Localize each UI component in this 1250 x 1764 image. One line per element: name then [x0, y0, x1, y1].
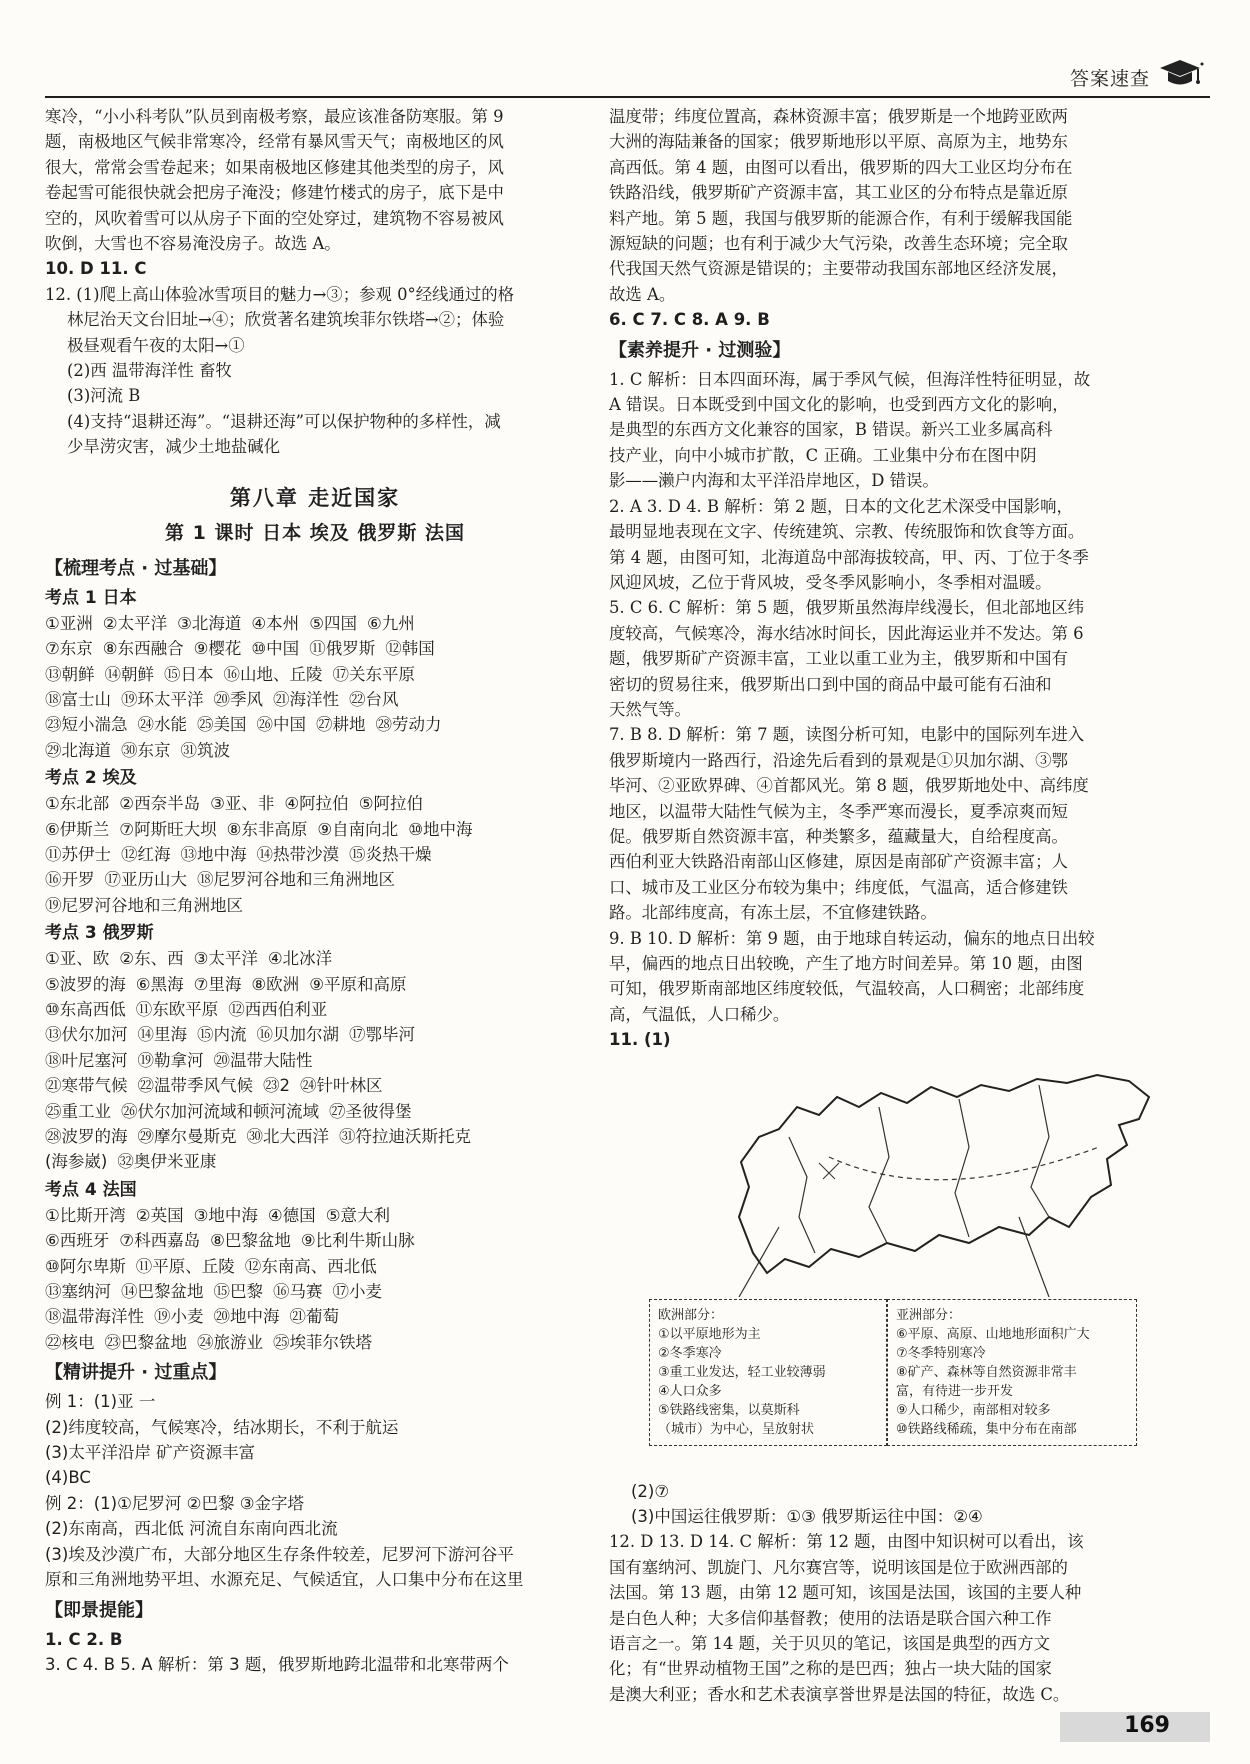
text-line: 路。北部纬度高，有冻土层，不宜修建铁路。: [609, 903, 937, 923]
answer-row: [45, 1330, 585, 1355]
answer-item: ⑧东非高原: [226, 819, 308, 839]
text-line: 12. D 13. D 14. C 解析：第 12 题，由图中知识树可以看出，该: [609, 1532, 1084, 1552]
answer-item: ⑤阿拉伯: [358, 794, 423, 814]
answer-item: ⑲尼罗河谷地和三角洲地区: [45, 895, 243, 915]
answer-item: ⑱富士山: [45, 689, 111, 709]
text-line: 9. B 10. D 解析：第 9 题，由于地球自转运动，偏东的地点日出较: [609, 928, 1095, 948]
answer-item: ⑰亚历山大: [104, 870, 187, 890]
text-line: 很大，常常会雪卷起来；如果南极地区修建其他类型的房子，风: [45, 157, 504, 177]
answer-item: ⑳季风: [213, 689, 263, 709]
russia-map-figure: [609, 1059, 1209, 1479]
text-line: 极昼观看午夜的太阳→①: [67, 335, 245, 355]
answer-item: ㉓巴黎盆地: [104, 1332, 187, 1352]
answer-row: [45, 842, 585, 867]
text-line: 5. C 6. C 解析：第 5 题，俄罗斯虽然海岸线漫长，但北部地区纬: [609, 598, 1085, 618]
box-line: 亚洲部分：: [896, 1307, 962, 1323]
answer-item: ⑩中国: [251, 639, 300, 659]
text-line: (2)纬度较高，气候寒冷，结冰期长，不利于航运: [45, 1417, 399, 1437]
answer-item: ⑱温带海洋性: [45, 1307, 144, 1327]
answer-item: ⑮内流: [197, 1025, 247, 1045]
answer-item: ⑫西西伯利亚: [228, 999, 328, 1019]
box-line: ④人口众多: [658, 1383, 722, 1399]
example-2: [45, 1491, 585, 1593]
section-heading-practice: 【即景提能】: [45, 1599, 153, 1621]
answer-r9-10: [609, 926, 1209, 1028]
box-line: ⑧矿产、森林等自然资源非常丰: [896, 1364, 1077, 1380]
box-line: （城市）为中心，呈放射状: [658, 1421, 815, 1437]
answer-item: ㉛符拉迪沃斯托克: [339, 1127, 471, 1146]
answer-item: ⑮巴黎: [213, 1282, 263, 1302]
asia-part-box: [887, 1299, 1137, 1446]
answer-11-3: (3)中国运往俄罗斯：①③ 俄罗斯运往中国：②④: [631, 1507, 983, 1527]
text-line: 7. B 8. D 解析：第 7 题，读图分析可知，电影中的国际列车进入: [609, 725, 1085, 745]
answer-item: ⑤波罗的海: [45, 974, 126, 994]
topic-4-answers: [45, 1203, 585, 1355]
answer-row: [45, 1149, 585, 1174]
answer-item: ⑥西班牙: [45, 1231, 110, 1251]
answer-item: ⑬伏尔加河: [45, 1025, 128, 1045]
text-line: 是白色人种；大多信仰基督教；使用的法语是联合国六种工作: [609, 1608, 1052, 1628]
text-line: 可知，俄罗斯南部地区纬度较低，气温较高，人口稠密；北部纬度: [609, 979, 1085, 999]
answer-item: ③亚、非: [210, 794, 275, 814]
answer-row: [45, 1048, 585, 1073]
answer-row: [45, 817, 585, 842]
answer-item: ㉓短小湍急: [45, 715, 128, 735]
answer-row: [45, 1124, 585, 1149]
answer-item: ㉚北大西洋: [246, 1127, 329, 1146]
answer-item: ⑧欧洲: [251, 974, 300, 994]
answer-item: ⑦阿斯旺大坝: [119, 819, 217, 839]
answer-row: [45, 611, 585, 636]
graduation-cap-icon: [1158, 56, 1204, 92]
answer-item: ㉜奥伊米亚康: [117, 1152, 217, 1172]
answer-item: ⑤四国: [309, 613, 357, 633]
answer-item: ⑧巴黎盆地: [210, 1231, 291, 1251]
answer-row: [45, 893, 585, 918]
section-heading-key-points: 【精讲提升 · 过重点】: [45, 1362, 227, 1384]
answer-item: ㉒温带季风气候: [137, 1076, 253, 1096]
answer-row: [45, 997, 585, 1022]
answer-item: ⑥九州: [366, 613, 415, 633]
answer-item: ⑬朝鲜: [45, 664, 95, 684]
text-line: (3)太平洋沿岸 矿产资源丰富: [45, 1443, 256, 1463]
text-line: 语言之一。第 14 题，关于贝贝的笔记，该国是典型的西方文: [609, 1634, 1051, 1654]
text-line: 影——濑户内海和太平洋沿岸地区，D 错误。: [609, 471, 939, 491]
answer-row: [45, 946, 585, 971]
answers-6-9: 6. C 7. C 8. A 9. B: [609, 310, 770, 330]
answer-item: ⑯山地、丘陵: [223, 664, 323, 684]
example-1: [45, 1389, 585, 1491]
right-column: [609, 104, 1209, 1707]
answer-item: ③地中海: [193, 1205, 258, 1225]
topic-1-title: 考点 1 日本: [45, 587, 137, 608]
text-line: 源短缺的问题；也有利于减少大气污染，改善生态环境；完全取: [609, 234, 1068, 254]
text-line: (4)BC: [45, 1468, 91, 1488]
answers-3-5: 3. C 4. B 5. A 解析：第 3 题，俄罗斯地跨北温带和北寒带两个: [45, 1654, 509, 1674]
text-line: 1. C 解析：日本四面环海，属于季风气候，但海洋性特征明显，故: [609, 369, 1091, 389]
answer-r12-14: [609, 1529, 1209, 1707]
answer-item: ②东、西: [119, 949, 184, 969]
text-line: 原和三角洲地势平坦、水源充足、气候适宜，人口集中分布在这里: [45, 1570, 524, 1590]
answer-item: ⑩阿尔卑斯: [45, 1256, 126, 1276]
box-line: ③重工业发达，轻工业较薄弱: [658, 1364, 826, 1380]
intro-answer: [45, 104, 585, 256]
left-column: [45, 104, 585, 1677]
answer-row: [45, 791, 585, 816]
answer-row: [45, 1228, 585, 1253]
text-line: (4)支持“退耕还海”。“退耕还海”可以保护物种的多样性，减: [67, 411, 501, 431]
answer-item: ㉑葡萄: [289, 1307, 339, 1327]
answer-item: ⑨平原和高原: [309, 974, 407, 994]
text-line: 法国。第 13 题，由第 12 题可知，该国是法国，该国的主要人种: [609, 1583, 1082, 1603]
text-line: (3)河流 B: [67, 386, 141, 406]
answer-item: ③太平洋: [193, 949, 258, 969]
answer-r1: [609, 367, 1209, 494]
answer-item: ㉘劳动力: [375, 715, 442, 735]
text-line: 风迎风坡，乙位于背风坡，受冬季风影响小，冬季相对温暖。: [609, 572, 1052, 592]
answer-item: ④本州: [251, 613, 300, 633]
answer-item: ③北海道: [177, 613, 242, 633]
answer-r5-6: [609, 595, 1209, 722]
answer-item: ㉛筑波: [180, 740, 230, 760]
answer-item: ⑩地中海: [408, 819, 473, 839]
answer-item: ⑭朝鲜: [104, 664, 154, 684]
text-line: 空的，风吹着雪可以从房子下面的空处穿过，建筑物不容易被风: [45, 208, 504, 228]
answer-item: ㉓2: [263, 1076, 290, 1096]
text-line: 促。俄罗斯自然资源丰富，种类繁多，蕴藏量大，自给程度高。: [609, 826, 1068, 846]
text-line: 12. (1)爬上高山体验冰雪项目的魅力→③；参观 0°经线通过的格: [45, 284, 515, 304]
text-line: 国有塞纳河、凯旋门、凡尔赛宫等，说明该国是位于欧洲西部的: [609, 1557, 1068, 1577]
answer-item: ①东北部: [45, 794, 110, 814]
box-line: ⑨人口稀少，南部相对较多: [896, 1402, 1051, 1418]
answer-item: ⑫东南高、西北低: [244, 1256, 377, 1276]
text-line: 高西低。第 4 题，由图可以看出，俄罗斯的四大工业区均分布在: [609, 157, 1073, 177]
answer-row: [45, 712, 585, 737]
answer-item: ②英国: [135, 1205, 184, 1225]
answer-item: ⑬塞纳河: [45, 1282, 111, 1302]
answer-item: ㉒台风: [349, 689, 399, 709]
text-line: 寒冷，“小小科考队”队员到南极考察，最应该准备防寒服。第 9: [45, 107, 504, 126]
answer-item: ⑦东京: [45, 639, 93, 659]
text-line: 第 4 题，由图可知，北海道岛中部海拔较高，甲、丙、丁位于冬季: [609, 547, 1089, 567]
answer-item: ㉑寒带气候: [45, 1076, 128, 1096]
answer-item: ⑤意大利: [325, 1205, 390, 1225]
answer-item: ㉖伏尔加河流域和顿河流域: [121, 1101, 319, 1121]
section-heading-test: 【素养提升 · 过测验】: [609, 339, 791, 361]
answer-item: ㉕美国: [197, 715, 247, 735]
answer-12: [45, 282, 585, 460]
answer-item: ⑳温带大陆性: [213, 1050, 313, 1070]
answer-item: ⑰小麦: [332, 1282, 382, 1302]
text-line: (2)东南高，西北低 河流自东南向西北流: [45, 1519, 338, 1539]
answer-item: ㉔针叶林区: [300, 1076, 383, 1096]
answer-11-2: (2)⑦: [631, 1481, 670, 1501]
topic-3-title: 考点 3 俄罗斯: [45, 923, 154, 944]
text-line: 故选 A。: [609, 284, 676, 304]
text-line: 口、城市及工业区分布较为集中；纬度低，气温高，适合修建铁: [609, 877, 1068, 897]
answer-item: ⑳地中海: [213, 1307, 280, 1327]
text-line: 密切的贸易往来，俄罗斯出口到中国的商品中最可能有石油和: [609, 674, 1052, 694]
answer-item: ㉘波罗的海: [45, 1127, 128, 1146]
topic-3-answers: [45, 946, 585, 1175]
answer-row: [45, 1203, 585, 1228]
russia-outline-map: [719, 1067, 1159, 1297]
answer-item: ⑲小麦: [154, 1307, 204, 1327]
answer-item: ⑦里海: [193, 974, 242, 994]
answer-r2-4: [609, 494, 1209, 596]
answer-row: [45, 1304, 585, 1329]
answer-item: ④德国: [267, 1205, 316, 1225]
answer-11-label: 11. (1): [609, 1030, 671, 1050]
answer-item: ⑮炎热干燥: [349, 844, 432, 864]
answer-item: ④北冰洋: [267, 949, 333, 969]
text-line: 度较高，气候寒冷，海水结冰时间长，因此海运业并不发达。第 6: [609, 623, 1084, 643]
text-line: 少旱涝灾害，减少土地盐碱化: [67, 437, 281, 457]
answer-item: ㉕埃菲尔铁塔: [273, 1332, 372, 1352]
text-line: 西伯利亚大铁路沿南部山区修建，原因是南部矿产资源丰富；人: [609, 852, 1068, 872]
answer-item: ①比斯开湾: [45, 1205, 126, 1225]
answer-item: ⑨自南向北: [317, 819, 399, 839]
answer-item: ⑨比利牛斯山脉: [300, 1231, 415, 1251]
answer-item: ⑭里海: [137, 1025, 187, 1045]
answer-item: ㉖中国: [256, 715, 306, 735]
answer-item: ⑪苏伊士: [45, 844, 111, 864]
answer-item: ⑥伊斯兰: [45, 819, 110, 839]
box-line: 富，有待进一步开发: [896, 1383, 1014, 1399]
text-line: 最明显地表现在文字、传统建筑、宗教、传统服饰和饮食等方面。: [609, 522, 1085, 542]
answer-item: ⑦科西嘉岛: [119, 1231, 201, 1251]
answer-item: ⑮日本: [164, 664, 214, 684]
topic-4-title: 考点 4 法国: [45, 1179, 137, 1200]
answer-item: ②太平洋: [102, 613, 168, 633]
page-number: 169: [1124, 1713, 1170, 1738]
text-line: 林尼治天文台旧址→④；欣赏著名建筑埃菲尔铁塔→②；体验: [67, 310, 505, 330]
answer-item: ⑲勒拿河: [137, 1050, 204, 1070]
answer-item: ⑰鄂毕河: [349, 1025, 415, 1045]
europe-part-box: [649, 1299, 887, 1446]
lesson-title: 第 1 课时 日本 埃及 俄罗斯 法国: [165, 521, 465, 544]
text-line: 早，偏西的地点日出较晚，产生了地方时间差异。第 10 题，由图: [609, 954, 1083, 973]
text-line: 高，气温低，人口稀少。: [609, 1004, 790, 1024]
text-line: 天然气等。: [609, 699, 691, 719]
answer-item: ㉒核电: [45, 1332, 95, 1352]
answer-item: ㉗耕地: [316, 715, 366, 735]
answer-row: [45, 1279, 585, 1304]
answer-item: ⑫红海: [121, 844, 171, 864]
text-line: 俄罗斯境内一路西行，沿途先后看到的景观是①贝加尔湖、③鄂: [609, 750, 1068, 770]
text-line: 地区，以温带大陆性气候为主，冬季严寒而漫长，夏季凉爽而短: [609, 801, 1068, 821]
answer-item: ①亚、欧: [45, 949, 110, 969]
box-line: ②冬季寒冷: [658, 1345, 722, 1361]
answer-item: ⑥黑海: [135, 974, 184, 994]
answer-item: ②西奈半岛: [119, 794, 201, 814]
answer-item: ㉙北海道: [45, 740, 111, 760]
answer-item: ⑪平原、丘陵: [135, 1256, 235, 1276]
text-line: 卷起雪可能很快就会把房子淹没；修建竹楼式的房子，底下是中: [45, 183, 504, 203]
text-line: 是澳大利亚；香水和艺术表演享誉世界是法国的特征，故选 C。: [609, 1684, 1070, 1704]
answer-3-5-continued: [609, 104, 1209, 307]
answer-row: [45, 636, 585, 661]
answer-item: ⑱叶尼塞河: [45, 1050, 128, 1070]
text-line: (3)埃及沙漠广布，大部分地区生存条件较差，尼罗河下游河谷平: [45, 1544, 514, 1564]
text-line: 吹倒，大雪也不容易淹没房子。故选 A。: [45, 234, 341, 254]
answer-item: ㉑海洋性: [273, 689, 339, 709]
answer-item: (海参崴): [45, 1152, 108, 1172]
box-line: ⑤铁路线密集，以莫斯科: [658, 1402, 800, 1418]
answer-item: ⑩东高西低: [45, 999, 126, 1019]
answer-row: [45, 1073, 585, 1098]
answer-item: ⑪东欧平原: [135, 999, 219, 1019]
answer-item: ㉕重工业: [45, 1101, 111, 1121]
text-line: 例 2：(1)①尼罗河 ②巴黎 ③金字塔: [45, 1493, 304, 1513]
text-line: 题，南极地区气候非常寒冷，经常有暴风雪天气；南极地区的风: [45, 132, 504, 152]
answer-row: [45, 867, 585, 892]
box-line: ⑦冬季特别寒冷: [896, 1345, 986, 1361]
answer-item: ⑲环太平洋: [121, 689, 204, 709]
answer-item: ㉔水能: [137, 715, 187, 735]
answers-10-11: 10. D 11. C: [45, 259, 147, 279]
text-line: 代我国天然气资源是错误的；主要带动我国东部地区经济发展，: [609, 259, 1068, 279]
answer-row: [45, 738, 585, 763]
text-line: 是典型的东西方文化兼容的国家，B 错误。新兴工业多属高科: [609, 420, 1053, 440]
box-line: ①以平原地形为主: [658, 1326, 761, 1342]
answer-item: ⑰关东平原: [332, 664, 415, 684]
answer-item: ⑯马赛: [273, 1282, 323, 1302]
text-line: 例 1：(1)亚 一: [45, 1392, 156, 1412]
answer-item: ⑫韩国: [385, 639, 435, 659]
text-line: A 错误。日本既受到中国文化的影响，也受到西方文化的影响，: [609, 395, 1069, 415]
answer-row: [45, 1022, 585, 1047]
text-line: 2. A 3. D 4. B 解析：第 2 题，日本的文化艺术深受中国影响，: [609, 496, 1073, 516]
box-line: ⑥平原、高原、山地地形面积广大: [896, 1326, 1090, 1342]
text-line: 铁路沿线，俄罗斯矿产资源丰富，其工业区的分布特点是靠近原: [609, 183, 1068, 203]
box-line: 欧洲部分：: [658, 1307, 724, 1323]
answer-item: ④阿拉伯: [284, 794, 349, 814]
topic-2-answers: [45, 791, 585, 918]
answer-item: ⑧东西融合: [102, 639, 184, 659]
text-line: 料产地。第 5 题，我国与俄罗斯的能源合作，有利于缓解我国能: [609, 208, 1073, 228]
answer-row: [45, 972, 585, 997]
text-line: 题，俄罗斯矿产资源丰富，工业以重工业为主，俄罗斯和中国有: [609, 649, 1068, 669]
answer-item: ⑨樱花: [193, 639, 242, 659]
text-line: (2)西 温带海洋性 畜牧: [67, 361, 232, 381]
answer-item: ㉔旅游业: [197, 1332, 263, 1352]
answers-1-2: 1. C 2. B: [45, 1629, 123, 1649]
topic-1-answers: [45, 611, 585, 763]
answer-item: ⑭热带沙漠: [256, 844, 339, 864]
header-section-tag: 答案速查: [1069, 68, 1150, 90]
answer-item: ㉙摩尔曼斯克: [137, 1127, 237, 1146]
answer-item: ⑬地中海: [180, 844, 247, 864]
answer-item: ㉗圣彼得堡: [329, 1101, 412, 1121]
answer-r7-8: [609, 722, 1209, 925]
text-line: 毕河、②亚欧界碑、④首都风光。第 8 题，俄罗斯地处中、高纬度: [609, 776, 1089, 796]
answer-row: [45, 1254, 585, 1279]
section-heading-basics: 【梳理考点 · 过基础】: [45, 557, 227, 579]
answer-item: ①亚洲: [45, 613, 93, 633]
chapter-title: 第八章 走近国家: [229, 485, 401, 510]
answer-row: [45, 1099, 585, 1124]
topic-2-title: 考点 2 埃及: [45, 768, 137, 789]
answer-item: ⑯开罗: [45, 870, 95, 890]
answer-item: ㉚东京: [121, 740, 171, 760]
answer-row: [45, 662, 585, 687]
text-line: 技产业，向中小城市扩散，C 正确。工业集中分布在图中阴: [609, 445, 1037, 465]
header-rule: [45, 96, 1210, 98]
box-line: ⑩铁路线稀疏，集中分布在南部: [896, 1421, 1077, 1437]
text-line: 化；有“世界动植物王国”之称的是巴西；独占一块大陆的国家: [609, 1659, 1052, 1679]
answer-item: ⑪俄罗斯: [309, 639, 376, 659]
answer-row: [45, 687, 585, 712]
answer-item: ⑯贝加尔湖: [256, 1025, 339, 1045]
text-line: 温度带；纬度位置高，森林资源丰富；俄罗斯是一个地跨亚欧两: [609, 107, 1068, 126]
answer-item: ⑭巴黎盆地: [121, 1282, 204, 1302]
text-line: 大洲的海陆兼备的国家；俄罗斯地形以平原、高原为主，地势东: [609, 132, 1068, 152]
answer-item: ⑱尼罗河谷地和三角洲地区: [197, 870, 395, 890]
